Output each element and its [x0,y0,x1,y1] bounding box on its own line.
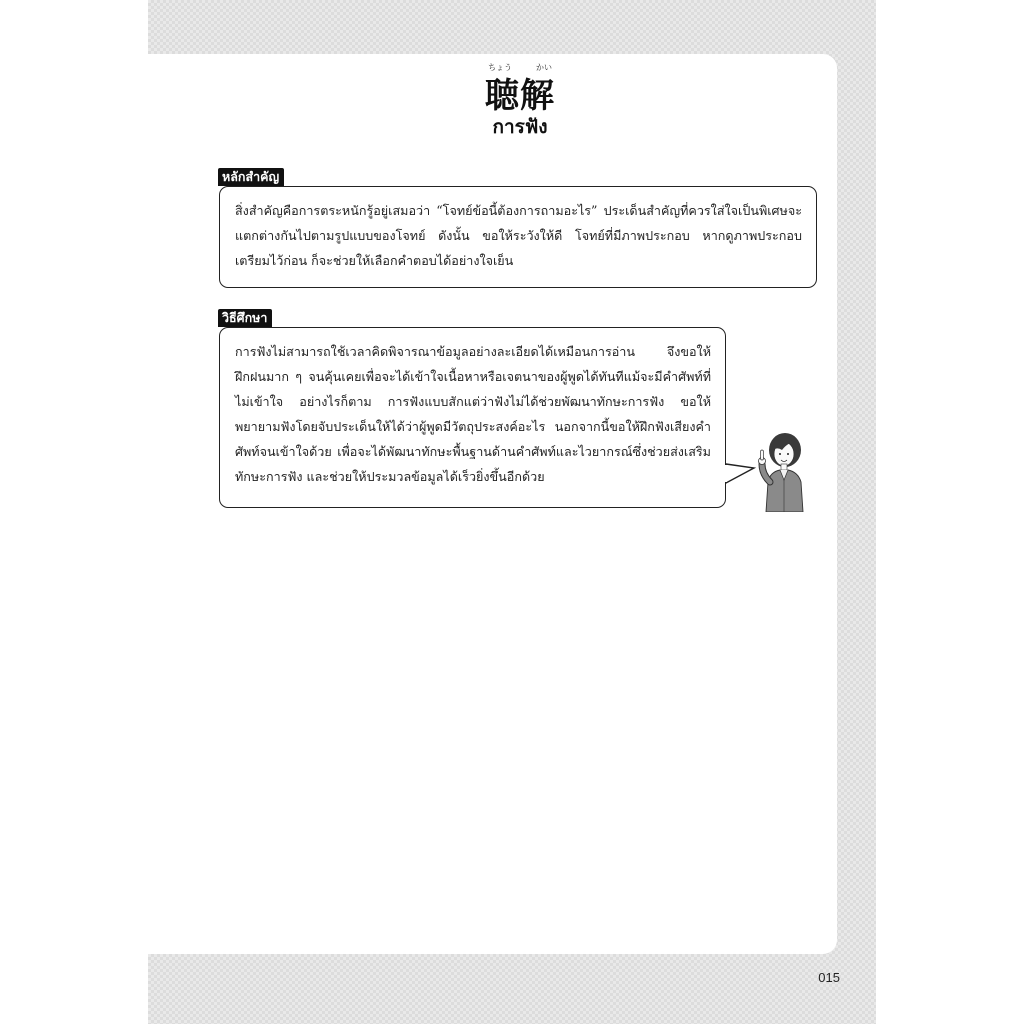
key-points-box [219,186,817,288]
page-subtitle: การฟัง [492,116,548,138]
furigana-2: かい [536,63,552,72]
page-title: 聴解 [485,76,555,116]
study-method-text: การฟังไม่สามารถใช้เวลาคิดพิจารณาข้อมูลอย่างละเอียดได้เหมือนการอ่าน จึงขอให้ฝึกฝนมาก ๆ จนคุ้นเคยเพื่อจะได้เข้าใจเนื้อหาหรือเจตนาของผู้พูดได้ทันทีแม้จะมีคำศัพท์ที่ไม่เข้าใจ อย่างไรก็ตาม การฟังแบบสักแต่ว่าฟังไม่ได้ช่วยพัฒนาทักษะการฟัง ขอให้พยายามฟังโดยจับประเด็นให้ได้ว่าผู้พูดมีวัตถุประสงค์อะไร นอกจากนี้ขอให้ฝึกฟังเสียงคำศัพท์จนเข้าใจด้วย เพื่อจะได้พัฒนาทักษะพื้นฐานด้านคำศัพท์และไวยากรณ์ซึ่งช่วยส่งเสริมทักษะการฟัง และช่วยให้ประมวลข้อมูลได้เร็วยิ่งขึ้นอีกด้วย [235,344,711,484]
section-tag-study-method: วิธีศึกษา [218,309,272,327]
study-method-speech-bubble [219,327,726,508]
teacher-pointing-icon [722,430,812,512]
key-points-text: สิ่งสำคัญคือการตระหนักรู้อยู่เสมอว่า “โจทย์ข้อนี้ต้องการถามอะไร” ประเด็นสำคัญที่ควรใส่ใจเป็นพิเศษจะแตกต่างกันไปตามรูปแบบของโจทย์ ดังนั้น ขอให้ระวังให้ดี โจทย์ที่มีภาพประกอบ หากดูภาพประกอบเตรียมไว้ก่อน ก็จะช่วยให้เลือกคำตอบได้อย่างใจเย็น [235,203,802,268]
page-number: 015 [818,970,840,985]
section-tag-key-points: หลักสำคัญ [218,168,284,186]
furigana-1: ちょう [488,63,512,72]
